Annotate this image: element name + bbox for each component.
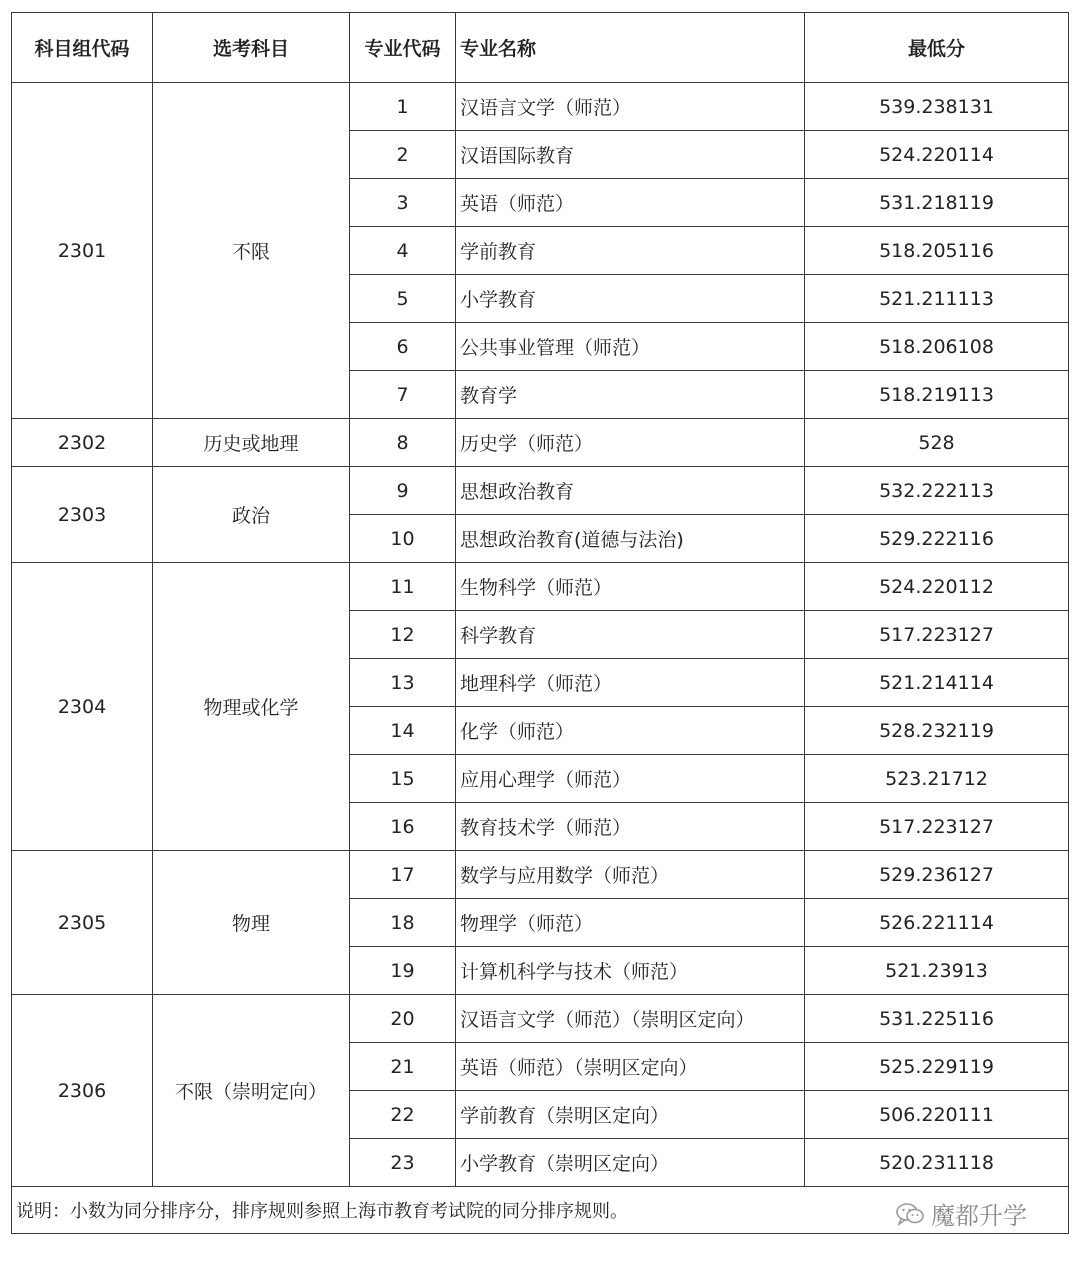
major-name-cell: 物理学（师范） xyxy=(456,899,805,947)
table-row xyxy=(12,467,1069,515)
min-score-cell: 531.225116 xyxy=(805,995,1069,1043)
min-score-cell: 517.223127 xyxy=(805,803,1069,851)
group-code-cell: 2306 xyxy=(12,995,153,1187)
min-score-cell: 526.221114 xyxy=(805,899,1069,947)
score-table xyxy=(11,12,1069,1234)
min-score-cell: 518.219113 xyxy=(805,371,1069,419)
major-name-cell: 数学与应用数学（师范） xyxy=(456,851,805,899)
wechat-icon xyxy=(895,1201,925,1227)
major-code-cell: 14 xyxy=(350,707,456,755)
table-row xyxy=(12,563,1069,611)
major-name-cell: 思想政治教育 xyxy=(456,467,805,515)
major-code-cell: 18 xyxy=(350,899,456,947)
major-name-cell: 化学（师范） xyxy=(456,707,805,755)
major-name-cell: 生物科学（师范） xyxy=(456,563,805,611)
major-name-cell: 历史学（师范） xyxy=(456,419,805,467)
table-body xyxy=(12,83,1069,1187)
header-min-score: 最低分 xyxy=(805,13,1069,83)
min-score-cell: 528 xyxy=(805,419,1069,467)
major-code-cell: 1 xyxy=(350,83,456,131)
table-row xyxy=(12,419,1069,467)
subject-cell: 物理 xyxy=(153,851,350,995)
min-score-cell: 529.236127 xyxy=(805,851,1069,899)
min-score-cell: 531.218119 xyxy=(805,179,1069,227)
group-code-cell: 2304 xyxy=(12,563,153,851)
major-code-cell: 8 xyxy=(350,419,456,467)
group-code-cell: 2302 xyxy=(12,419,153,467)
min-score-cell: 521.214114 xyxy=(805,659,1069,707)
min-score-cell: 520.231118 xyxy=(805,1139,1069,1187)
major-name-cell: 思想政治教育(道德与法治) xyxy=(456,515,805,563)
header-group-code: 科目组代码 xyxy=(12,13,153,83)
min-score-cell: 518.205116 xyxy=(805,227,1069,275)
min-score-cell: 506.220111 xyxy=(805,1091,1069,1139)
major-name-cell: 地理科学（师范） xyxy=(456,659,805,707)
watermark xyxy=(895,1196,1027,1231)
major-name-cell: 公共事业管理（师范） xyxy=(456,323,805,371)
major-code-cell: 19 xyxy=(350,947,456,995)
major-name-cell: 小学教育（崇明区定向） xyxy=(456,1139,805,1187)
watermark-text: 魔都升学 xyxy=(931,1202,1027,1230)
subject-cell: 不限（崇明定向） xyxy=(153,995,350,1187)
header-major-code: 专业代码 xyxy=(350,13,456,83)
major-name-cell: 汉语言文学（师范）（崇明区定向） xyxy=(456,995,805,1043)
major-name-cell: 学前教育 xyxy=(456,227,805,275)
major-name-cell: 学前教育（崇明区定向） xyxy=(456,1091,805,1139)
major-name-cell: 科学教育 xyxy=(456,611,805,659)
major-code-cell: 4 xyxy=(350,227,456,275)
subject-cell: 物理或化学 xyxy=(153,563,350,851)
min-score-cell: 525.229119 xyxy=(805,1043,1069,1091)
subject-cell: 不限 xyxy=(153,83,350,419)
major-code-cell: 13 xyxy=(350,659,456,707)
major-name-cell: 教育技术学（师范） xyxy=(456,803,805,851)
major-name-cell: 汉语国际教育 xyxy=(456,131,805,179)
footnote: 说明：小数为同分排序分，排序规则参照上海市教育考试院的同分排序规则。 xyxy=(12,1187,1069,1234)
major-code-cell: 5 xyxy=(350,275,456,323)
major-name-cell: 计算机科学与技术（师范） xyxy=(456,947,805,995)
major-code-cell: 3 xyxy=(350,179,456,227)
major-name-cell: 汉语言文学（师范） xyxy=(456,83,805,131)
major-code-cell: 9 xyxy=(350,467,456,515)
major-code-cell: 15 xyxy=(350,755,456,803)
group-code-cell: 2305 xyxy=(12,851,153,995)
group-code-cell: 2303 xyxy=(12,467,153,563)
header-row xyxy=(12,13,1069,83)
major-code-cell: 23 xyxy=(350,1139,456,1187)
table-row xyxy=(12,995,1069,1043)
header-major-name: 专业名称 xyxy=(456,13,805,83)
min-score-cell: 524.220112 xyxy=(805,563,1069,611)
table-row xyxy=(12,851,1069,899)
min-score-cell: 521.211113 xyxy=(805,275,1069,323)
major-code-cell: 17 xyxy=(350,851,456,899)
subject-cell: 政治 xyxy=(153,467,350,563)
major-name-cell: 教育学 xyxy=(456,371,805,419)
min-score-cell: 523.21712 xyxy=(805,755,1069,803)
min-score-cell: 521.23913 xyxy=(805,947,1069,995)
major-name-cell: 英语（师范）（崇明区定向） xyxy=(456,1043,805,1091)
major-name-cell: 小学教育 xyxy=(456,275,805,323)
header-subject: 选考科目 xyxy=(153,13,350,83)
group-code-cell: 2301 xyxy=(12,83,153,419)
min-score-cell: 518.206108 xyxy=(805,323,1069,371)
major-code-cell: 21 xyxy=(350,1043,456,1091)
major-code-cell: 22 xyxy=(350,1091,456,1139)
major-name-cell: 英语（师范） xyxy=(456,179,805,227)
table-row xyxy=(12,83,1069,131)
major-code-cell: 10 xyxy=(350,515,456,563)
min-score-cell: 528.232119 xyxy=(805,707,1069,755)
major-code-cell: 7 xyxy=(350,371,456,419)
major-code-cell: 12 xyxy=(350,611,456,659)
major-code-cell: 20 xyxy=(350,995,456,1043)
min-score-cell: 539.238131 xyxy=(805,83,1069,131)
min-score-cell: 517.223127 xyxy=(805,611,1069,659)
min-score-cell: 532.222113 xyxy=(805,467,1069,515)
major-code-cell: 16 xyxy=(350,803,456,851)
major-name-cell: 应用心理学（师范） xyxy=(456,755,805,803)
major-code-cell: 2 xyxy=(350,131,456,179)
min-score-cell: 524.220114 xyxy=(805,131,1069,179)
subject-cell: 历史或地理 xyxy=(153,419,350,467)
min-score-cell: 529.222116 xyxy=(805,515,1069,563)
major-code-cell: 6 xyxy=(350,323,456,371)
major-code-cell: 11 xyxy=(350,563,456,611)
